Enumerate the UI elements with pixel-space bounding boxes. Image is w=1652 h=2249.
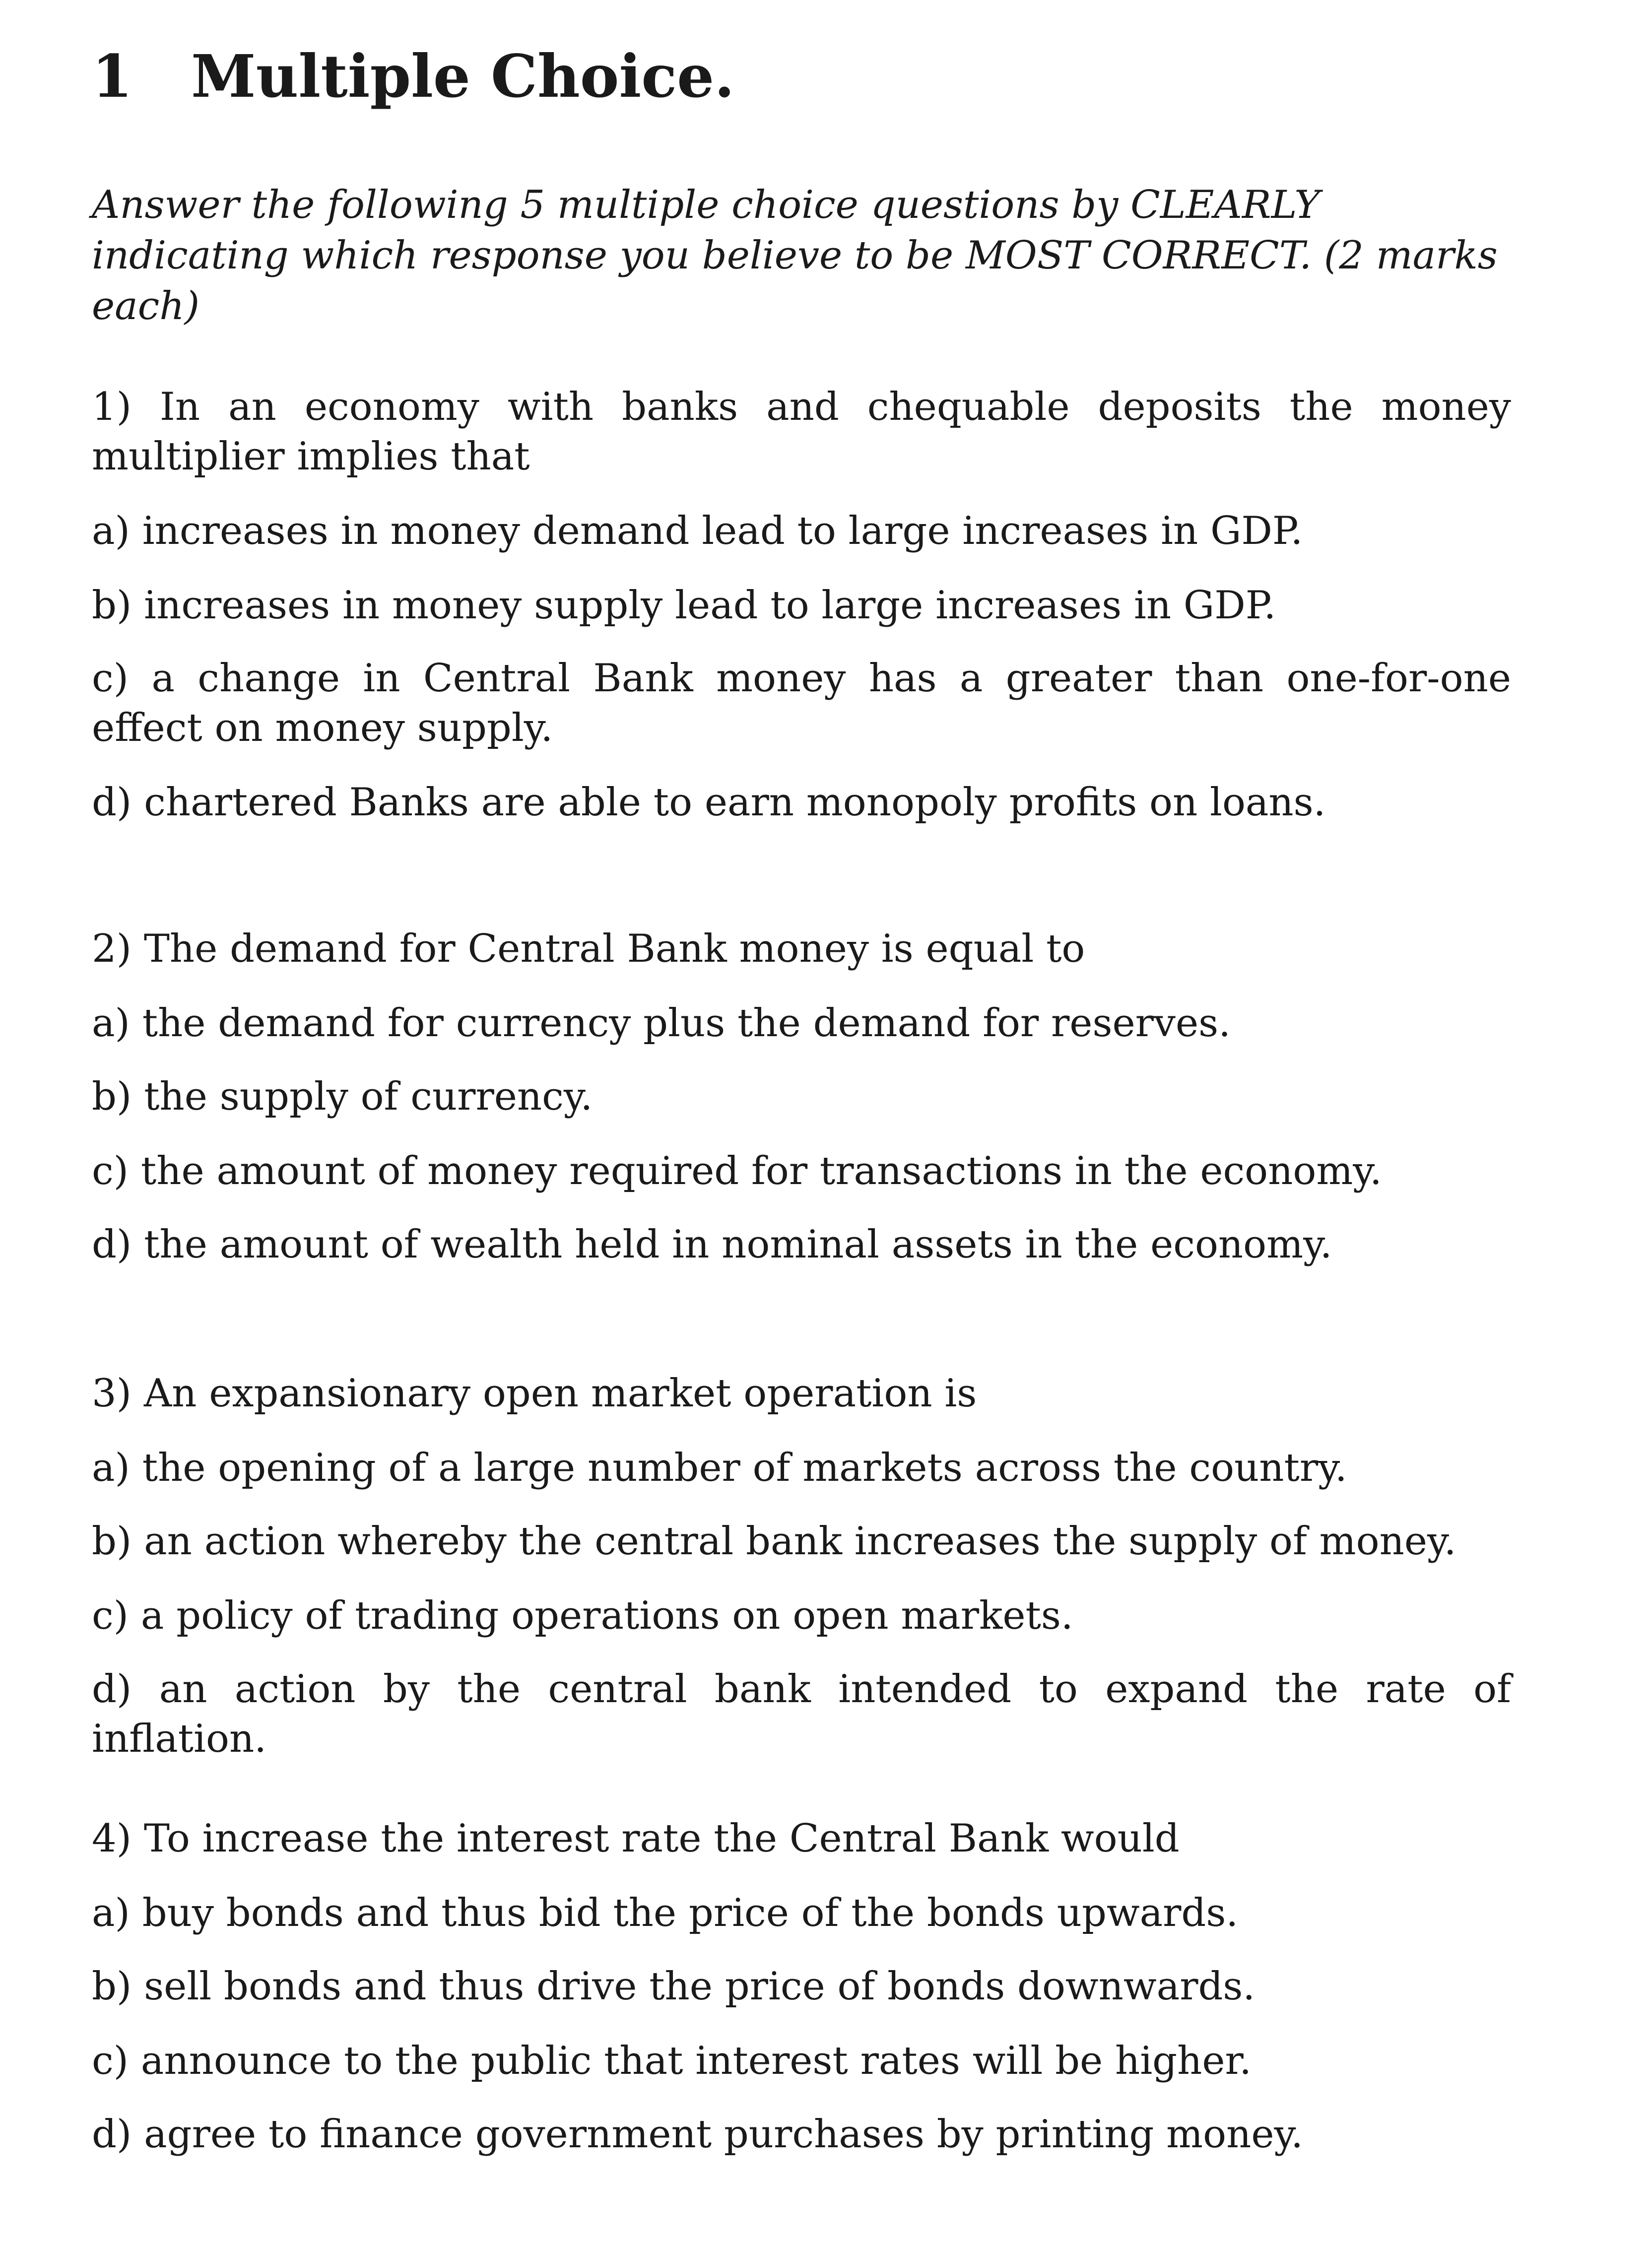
section-heading <box>92 42 735 111</box>
question-1-option-c[interactable]: c) a change in Central Bank money has a greater than one-for-one effect on money supply. <box>92 656 1511 750</box>
question-3-option-c[interactable]: c) a policy of trading operations on open markets. <box>92 1593 1073 1638</box>
question-1-option-d[interactable]: d) chartered Banks are able to earn monopoly profits on loans. <box>92 780 1326 825</box>
question-2-stem: 2) The demand for Central Bank money is equal to <box>92 926 1085 971</box>
question-4-option-d[interactable]: d) agree to finance government purchases by printing money. <box>92 2112 1304 2157</box>
question-2-option-d[interactable]: d) the amount of wealth held in nominal assets in the economy. <box>92 1222 1332 1267</box>
question-4-stem: 4) To increase the interest rate the Central Bank would <box>92 1816 1180 1861</box>
question-1-option-a[interactable]: a) increases in money demand lead to large increases in GDP. <box>92 509 1303 553</box>
question-3-stem: 3) An expansionary open market operation is <box>92 1371 977 1416</box>
section-number: 1 <box>92 42 133 111</box>
instructions: Answer the following 5 multiple choice questions by CLEARLY indicating which response you believe to be MOST CORRECT. (2 marks each) <box>92 183 1498 329</box>
question-3-option-b[interactable]: b) an action whereby the central bank increases the supply of money. <box>92 1519 1456 1564</box>
question-4-option-a[interactable]: a) buy bonds and thus bid the price of the bonds upwards. <box>92 1891 1239 1935</box>
question-3-option-a[interactable]: a) the opening of a large number of markets across the country. <box>92 1446 1347 1490</box>
question-3-option-d[interactable]: d) an action by the central bank intended to expand the rate of inflation. <box>92 1667 1511 1761</box>
question-4-option-b[interactable]: b) sell bonds and thus drive the price of bonds downwards. <box>92 1964 1256 2009</box>
question-1-option-b[interactable]: b) increases in money supply lead to large increases in GDP. <box>92 583 1276 628</box>
question-2-option-c[interactable]: c) the amount of money required for transactions in the economy. <box>92 1149 1382 1193</box>
question-2-option-a[interactable]: a) the demand for currency plus the demand for reserves. <box>92 1001 1231 1046</box>
question-2-option-b[interactable]: b) the supply of currency. <box>92 1074 593 1119</box>
question-4-option-c[interactable]: c) announce to the public that interest rates will be higher. <box>92 2039 1252 2083</box>
question-1-stem: 1) In an economy with banks and chequable deposits the money multiplier implies that <box>92 385 1511 479</box>
section-title: Multiple Choice. <box>191 42 735 111</box>
